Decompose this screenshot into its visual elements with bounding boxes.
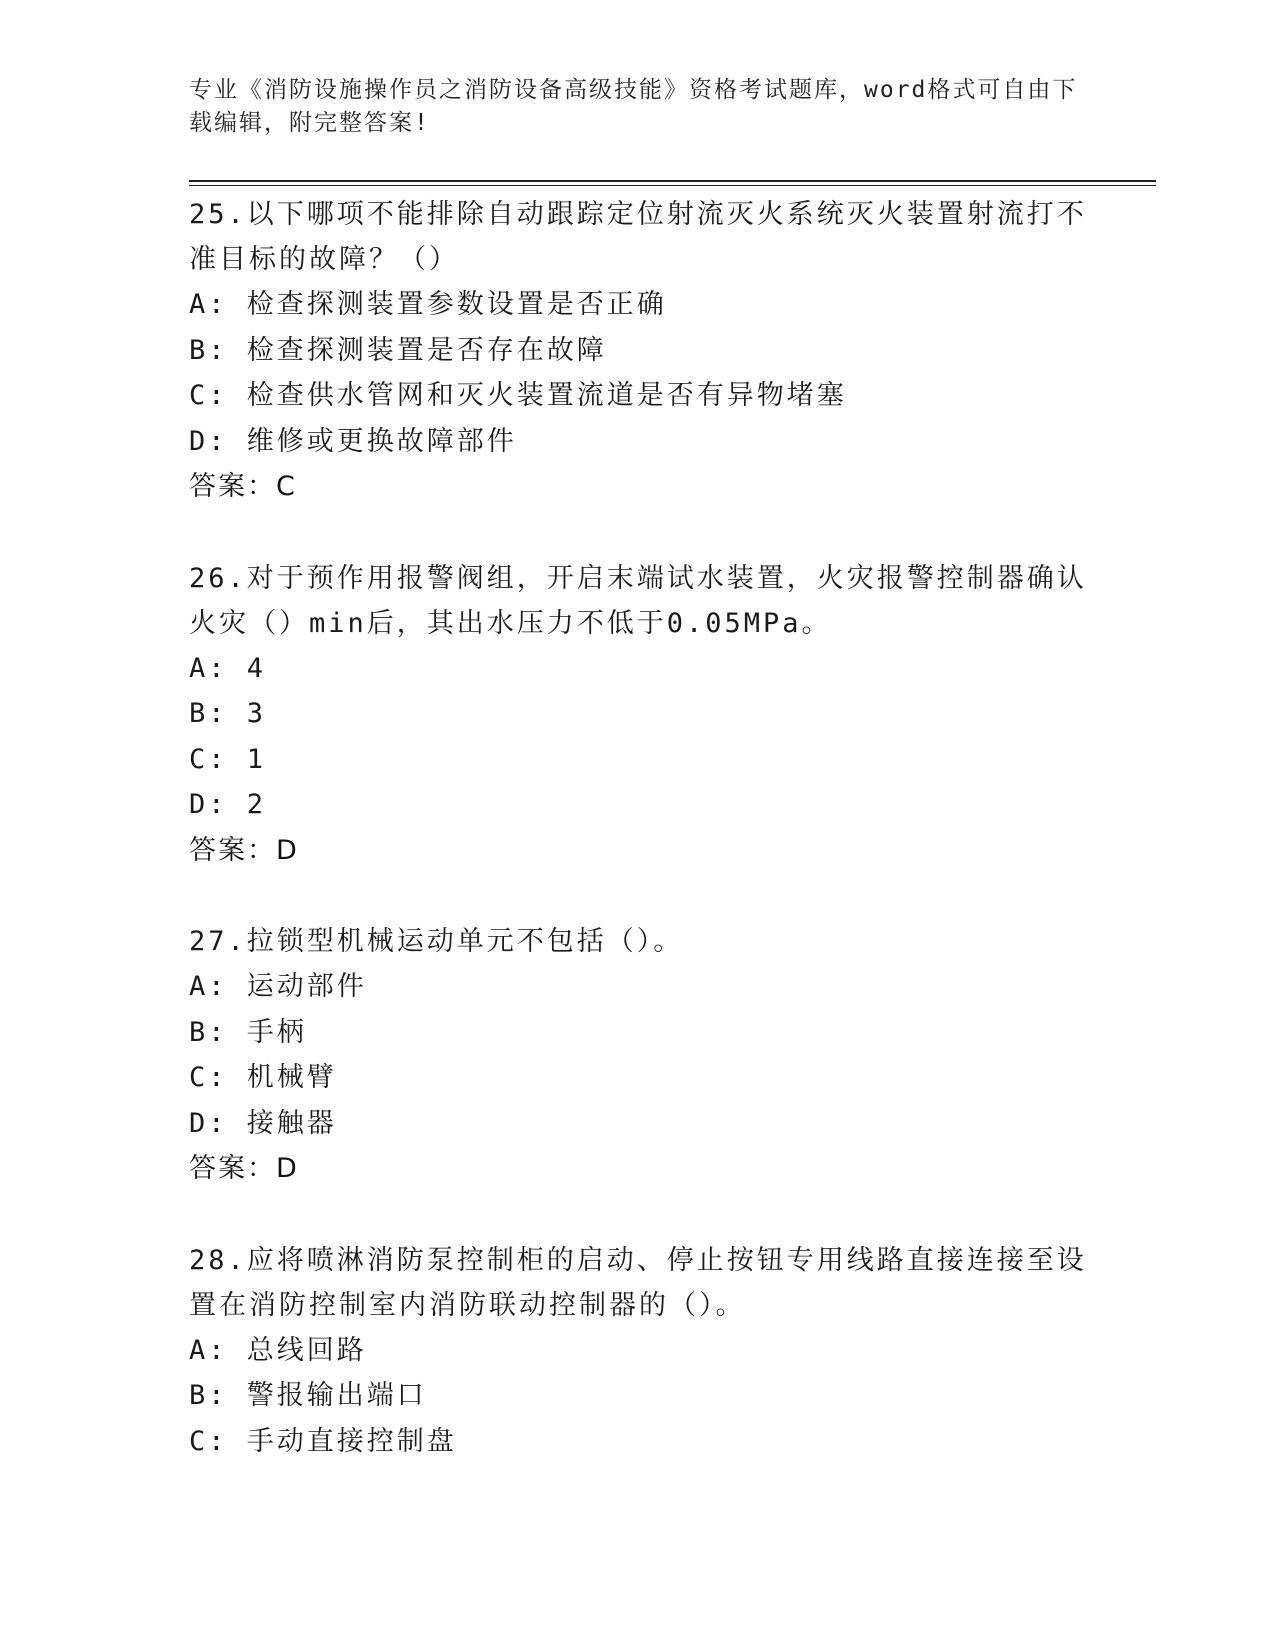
option-a: A: 运动部件 xyxy=(189,971,367,1002)
question-stem: 26.对于预作用报警阀组，开启末端试水装置，火灾报警控制器确认火灾（）min后，其出水压力不低于0.05MPa。 xyxy=(189,562,1087,639)
option-b: B: 3 xyxy=(189,698,267,729)
option-c: C: 手动直接控制盘 xyxy=(189,1425,457,1457)
header-divider-thick xyxy=(189,180,1156,182)
answer-line: 答案：C xyxy=(189,471,297,502)
answer-line: 答案：D xyxy=(189,1153,299,1184)
question-25 xyxy=(189,192,1089,510)
option-b: B: 手柄 xyxy=(189,1016,307,1048)
option-c: C: 检查供水管网和灭火装置流道是否有异物堵塞 xyxy=(189,380,847,411)
option-a: A: 4 xyxy=(189,652,267,684)
question-26 xyxy=(189,556,1089,874)
option-c: C: 1 xyxy=(189,743,267,775)
header-divider-thin xyxy=(189,185,1156,186)
question-28 xyxy=(189,1238,1089,1465)
option-b: B: 检查探测装置是否存在故障 xyxy=(189,334,607,366)
option-d: D: 2 xyxy=(189,789,267,820)
answer-line: 答案：D xyxy=(189,834,299,866)
question-27 xyxy=(189,919,1089,1192)
option-d: D: 接触器 xyxy=(189,1107,337,1139)
option-b: B: 警报输出端口 xyxy=(189,1380,427,1411)
option-d: D: 维修或更换故障部件 xyxy=(189,425,517,457)
question-stem: 27.拉锁型机械运动单元不包括（）。 xyxy=(189,926,684,957)
option-a: A: 总线回路 xyxy=(189,1334,367,1366)
option-a: A: 检查探测装置参数设置是否正确 xyxy=(189,289,667,320)
option-c: C: 机械臂 xyxy=(189,1062,337,1093)
question-stem: 25.以下哪项不能排除自动跟踪定位射流灭火系统灭火装置射流打不准目标的故障？（） xyxy=(189,199,1087,275)
question-list xyxy=(189,192,1089,1510)
question-stem: 28.应将喷淋消防泵控制柜的启动、停止按钮专用线路直接连接至设置在消防控制室内消防联动控制器的（）。 xyxy=(189,1244,1087,1321)
document-header: 专业《消防设施操作员之消防设备高级技能》资格考试题库，word格式可自由下载编辑，附完整答案! xyxy=(189,77,1078,136)
